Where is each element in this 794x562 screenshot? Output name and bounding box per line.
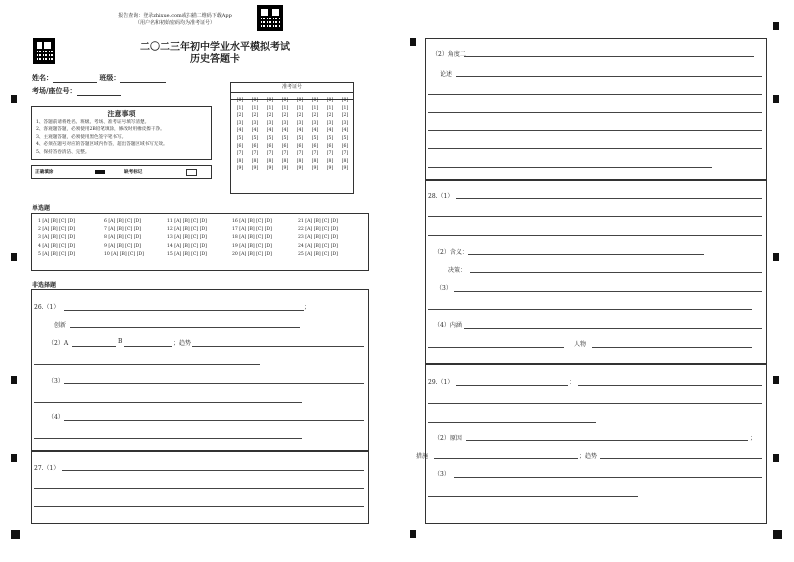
digit-bubble[interactable]: [1] — [326, 105, 334, 111]
exam-number-grid — [230, 82, 354, 194]
correct-fill-label: 正确填涂 — [35, 170, 54, 175]
digit-bubble[interactable]: [0] — [326, 98, 334, 103]
digit-bubble[interactable]: [7] — [281, 151, 289, 157]
timing-mark — [11, 95, 17, 103]
q26-part1: 26.（1） — [34, 304, 60, 311]
notice-box — [31, 106, 212, 160]
digit-bubble[interactable]: [6] — [296, 143, 304, 149]
digit-bubble[interactable]: [6] — [281, 143, 289, 149]
digit-bubble[interactable]: [9] — [266, 166, 274, 172]
answer-line[interactable] — [72, 346, 116, 347]
mc-row[interactable]: 9 [A] [B] [C] [D] — [104, 243, 141, 249]
q29-answer-box[interactable] — [416, 364, 767, 524]
exam-subtitle: 历史答题卡 — [190, 54, 240, 65]
digit-bubble[interactable]: [7] — [251, 151, 259, 157]
digit-bubble[interactable]: [4] — [296, 128, 304, 134]
mc-section-label: 单选题 — [32, 205, 51, 212]
notice-item: 3、主观题答题，必须使用黑色签字笔书写。 — [36, 134, 127, 140]
answer-line[interactable] — [62, 470, 364, 471]
digit-bubble[interactable]: [5] — [326, 135, 334, 141]
digit-bubble[interactable]: [5] — [236, 135, 244, 141]
timing-mark — [11, 454, 17, 462]
q28-answer-box[interactable] — [425, 180, 767, 364]
digit-bubble[interactable]: [6] — [236, 143, 244, 149]
digit-bubble[interactable]: [5] — [266, 135, 274, 141]
answer-line[interactable] — [428, 130, 762, 131]
digit-bubble[interactable]: [3] — [341, 120, 349, 126]
digit-bubble[interactable]: [7] — [296, 151, 304, 157]
answer-line[interactable] — [454, 477, 762, 478]
digit-bubble[interactable]: [7] — [311, 151, 319, 157]
exam-number-column[interactable] — [309, 97, 321, 173]
digit-bubble[interactable]: [5] — [251, 135, 259, 141]
mc-column[interactable] — [38, 218, 75, 259]
answer-line[interactable] — [34, 364, 260, 365]
q28-decision-label: 决策： — [448, 267, 467, 274]
notice-item: 1、答题前请将姓名、班级、考场、准考证号填写清楚。 — [36, 120, 150, 125]
digit-bubble[interactable]: [5] — [311, 135, 319, 141]
answer-line[interactable] — [470, 272, 762, 273]
digit-bubble[interactable]: [9] — [296, 166, 304, 172]
digit-bubble[interactable]: [8] — [326, 158, 334, 164]
digit-bubble[interactable]: [7] — [236, 151, 244, 157]
digit-bubble[interactable]: [5] — [281, 135, 289, 141]
digit-bubble[interactable]: [9] — [251, 166, 259, 172]
answer-line[interactable] — [464, 56, 754, 57]
timing-mark — [773, 22, 779, 30]
exam-number-label: 准考证号 — [231, 83, 353, 93]
digit-bubble[interactable]: [0] — [296, 98, 304, 103]
digit-bubble[interactable]: [3] — [251, 120, 259, 126]
mc-column[interactable] — [104, 218, 144, 259]
q28-person-label: 人物 — [574, 341, 587, 348]
notice-item: 2、客观题答题，必须使用2B铅笔填涂，修改时用橡皮擦干净。 — [36, 127, 165, 133]
digit-bubble[interactable]: [8] — [281, 158, 289, 164]
digit-bubble[interactable]: [2] — [281, 113, 289, 119]
q26-part4: （4） — [48, 414, 64, 421]
mc-row[interactable]: 14 [A] [B] [C] [D] — [167, 243, 207, 249]
digit-bubble[interactable]: [6] — [326, 143, 334, 149]
exam-number-column[interactable] — [234, 97, 246, 173]
mc-row[interactable]: 24 [A] [B] [C] [D] — [298, 243, 338, 249]
digit-bubble[interactable]: [3] — [236, 120, 244, 126]
answer-line[interactable] — [592, 347, 752, 348]
digit-bubble[interactable]: [0] — [251, 98, 259, 103]
q29-part3: （3） — [434, 471, 450, 478]
answer-line[interactable] — [454, 291, 762, 292]
digit-bubble[interactable]: [7] — [326, 151, 334, 157]
answer-line[interactable] — [468, 254, 704, 255]
q28-part1: 28.（1） — [428, 193, 454, 200]
notice-title: 注意事项 — [107, 109, 136, 118]
q29-measure-label: 措施 — [416, 453, 429, 460]
report-query-line: 报告查询：登录zhixue.com或扫描二维码下载App — [118, 13, 232, 19]
mc-row[interactable]: 15 [A] [B] [C] [D] — [167, 251, 207, 257]
q28-part4: （4）内涵 — [434, 322, 462, 329]
digit-bubble[interactable]: [2] — [296, 113, 304, 119]
mc-column[interactable] — [167, 218, 207, 259]
exam-number-column[interactable] — [339, 97, 351, 173]
mc-row[interactable]: 20 [A] [B] [C] [D] — [232, 251, 272, 257]
answer-line[interactable] — [34, 488, 364, 489]
digit-bubble[interactable]: [1] — [341, 105, 349, 111]
answer-line[interactable] — [600, 458, 762, 459]
mc-row[interactable]: 10 [A] [B] [C] [D] — [104, 251, 144, 257]
class-label: 班级： — [99, 73, 121, 82]
digit-bubble[interactable]: [8] — [251, 158, 259, 164]
q29-semicolon: ； — [750, 435, 757, 442]
q29-part1: 29.（1） — [428, 379, 454, 386]
digit-bubble[interactable]: [3] — [281, 120, 289, 126]
q29-colon: ： — [569, 379, 576, 386]
digit-bubble[interactable]: [4] — [341, 128, 349, 134]
digit-bubble[interactable]: [7] — [266, 151, 274, 157]
digit-bubble[interactable]: [2] — [236, 113, 244, 119]
mc-row[interactable]: 2 [A] [B] [C] [D] — [38, 227, 75, 233]
q28-part2: （2）含义： — [434, 249, 468, 256]
digit-bubble[interactable]: [6] — [311, 143, 319, 149]
digit-bubble[interactable]: [2] — [326, 113, 334, 119]
q26-part2b: B — [118, 338, 123, 345]
answer-line[interactable] — [456, 385, 568, 386]
q26-answer-box[interactable] — [31, 289, 369, 451]
mc-row[interactable]: 8 [A] [B] [C] [D] — [104, 235, 141, 241]
answer-line[interactable] — [70, 327, 300, 328]
exam-number-column[interactable] — [249, 97, 261, 173]
digit-bubble[interactable]: [9] — [236, 166, 244, 172]
digit-bubble[interactable]: [6] — [251, 143, 259, 149]
answer-line[interactable] — [428, 347, 564, 348]
answer-line[interactable] — [428, 94, 762, 95]
digit-bubble[interactable]: [9] — [281, 166, 289, 172]
mc-column[interactable] — [232, 218, 272, 259]
digit-bubble[interactable]: [8] — [311, 158, 319, 164]
digit-bubble[interactable]: [8] — [341, 158, 349, 164]
seat-field[interactable] — [32, 86, 121, 96]
digit-bubble[interactable]: [2] — [341, 113, 349, 119]
answer-line[interactable] — [34, 438, 302, 439]
answer-line[interactable] — [578, 385, 762, 386]
correct-fill-sample — [95, 170, 105, 174]
answer-line[interactable] — [34, 506, 364, 507]
mc-row[interactable]: 13 [A] [B] [C] [D] — [167, 235, 207, 241]
digit-bubble[interactable]: [9] — [326, 166, 334, 172]
mc-row[interactable]: 6 [A] [B] [C] [D] — [104, 219, 141, 224]
q27-answer-box[interactable] — [31, 451, 369, 524]
answer-line[interactable] — [428, 496, 638, 497]
answer-line[interactable] — [456, 76, 762, 77]
q26-part3: （3） — [48, 378, 64, 385]
q27-continued-box[interactable] — [425, 38, 767, 180]
digit-bubble[interactable]: [3] — [311, 120, 319, 126]
answer-line[interactable] — [466, 440, 748, 441]
digit-bubble[interactable]: [4] — [266, 128, 274, 134]
app-qr-code — [257, 5, 283, 31]
absent-mark-box[interactable] — [186, 169, 197, 176]
mc-row[interactable]: 23 [A] [B] [C] [D] — [298, 235, 338, 241]
fill-legend — [31, 165, 212, 179]
mc-row[interactable]: 1 [A] [B] [C] [D] — [38, 219, 75, 224]
digit-bubble[interactable]: [4] — [236, 128, 244, 134]
digit-bubble[interactable]: [3] — [326, 120, 334, 126]
digit-bubble[interactable]: [0] — [236, 98, 244, 103]
essay-section-label: 非选择题 — [32, 282, 57, 289]
digit-bubble[interactable]: [6] — [266, 143, 274, 149]
q29-part2: （2）原因 — [434, 435, 462, 442]
answer-line[interactable] — [34, 402, 302, 403]
timing-mark — [11, 253, 17, 261]
mc-row[interactable]: 5 [A] [B] [C] [D] — [38, 251, 75, 257]
exam-number-column[interactable] — [279, 97, 291, 173]
digit-bubble[interactable]: [4] — [326, 128, 334, 134]
answer-line[interactable] — [428, 422, 596, 423]
digit-bubble[interactable]: [7] — [341, 151, 349, 157]
digit-bubble[interactable]: [9] — [311, 166, 319, 172]
digit-bubble[interactable]: [5] — [341, 135, 349, 141]
digit-bubble[interactable]: [0] — [311, 98, 319, 103]
digit-bubble[interactable]: [8] — [236, 158, 244, 164]
digit-bubble[interactable]: [5] — [296, 135, 304, 141]
answer-line[interactable] — [464, 328, 762, 329]
mc-row[interactable]: 12 [A] [B] [C] [D] — [167, 227, 207, 233]
q26-part2a: （2）A — [48, 340, 69, 347]
answer-line[interactable] — [434, 458, 578, 459]
digit-bubble[interactable]: [1] — [281, 105, 289, 111]
q27-part1: 27.（1） — [34, 465, 60, 472]
digit-bubble[interactable]: [4] — [281, 128, 289, 134]
digit-bubble[interactable]: [2] — [311, 113, 319, 119]
exam-number-column[interactable] — [294, 97, 306, 173]
answer-line[interactable] — [428, 167, 712, 168]
mc-row[interactable]: 25 [A] [B] [C] [D] — [298, 251, 338, 257]
answer-line[interactable] — [428, 403, 762, 404]
q27-argue-label: 论述 — [440, 71, 453, 78]
exam-title: 二〇二三年初中学业水平模拟考试 — [140, 42, 290, 53]
mc-row[interactable]: 21 [A] [B] [C] [D] — [298, 219, 338, 224]
digit-bubble[interactable]: [1] — [251, 105, 259, 111]
digit-bubble[interactable]: [4] — [251, 128, 259, 134]
seat-label: 考场/座位号： — [32, 86, 77, 95]
corner-mark — [11, 530, 20, 539]
q27-part2: （2）角度二 — [432, 51, 466, 58]
name-label: 姓名： — [32, 73, 53, 82]
answer-line[interactable] — [64, 420, 364, 421]
digit-bubble[interactable]: [0] — [281, 98, 289, 103]
q28-part3: （3） — [436, 285, 452, 292]
answer-line[interactable] — [124, 346, 172, 347]
digit-bubble[interactable]: [9] — [341, 166, 349, 172]
mc-answer-box — [31, 213, 369, 271]
q26-trend-label: ；趋势 — [173, 340, 192, 347]
timing-mark — [773, 376, 779, 384]
digit-bubble[interactable]: [0] — [266, 98, 274, 103]
corner-mark — [773, 530, 782, 539]
answer-line[interactable] — [428, 148, 762, 149]
mc-column[interactable] — [298, 218, 338, 259]
digit-bubble[interactable]: [6] — [341, 143, 349, 149]
notice-item: 4、必须在题号对应的答题区域内作答，超出答题区域书写无效。 — [36, 142, 168, 148]
answer-line[interactable] — [428, 216, 762, 217]
digit-bubble[interactable]: [1] — [296, 105, 304, 111]
mc-row[interactable]: 3 [A] [B] [C] [D] — [38, 235, 75, 241]
exam-number-column[interactable] — [264, 97, 276, 173]
digit-bubble[interactable]: [3] — [266, 120, 274, 126]
mc-row[interactable]: 22 [A] [B] [C] [D] — [298, 227, 338, 233]
timing-mark — [773, 454, 779, 462]
digit-bubble[interactable]: [2] — [266, 113, 274, 119]
digit-bubble[interactable]: [1] — [266, 105, 274, 111]
digit-bubble[interactable]: [0] — [341, 98, 349, 103]
answer-line[interactable] — [428, 112, 762, 113]
timing-mark — [11, 376, 17, 384]
report-credential-line: （用户名和初始密码均为准考证号） — [134, 20, 215, 26]
mc-row[interactable]: 4 [A] [B] [C] [D] — [38, 243, 75, 249]
mc-row[interactable]: 19 [A] [B] [C] [D] — [232, 243, 272, 249]
digit-bubble[interactable]: [4] — [311, 128, 319, 134]
mc-row[interactable]: 16 [A] [B] [C] [D] — [232, 219, 272, 224]
q29-trend-label: ；趋势 — [579, 453, 598, 460]
notice-item: 5、保持答卷清洁、完整。 — [36, 149, 90, 155]
answer-line[interactable] — [456, 198, 762, 199]
timing-mark — [410, 530, 416, 538]
name-field[interactable] — [32, 73, 166, 83]
digit-bubble[interactable]: [8] — [266, 158, 274, 164]
mc-row[interactable]: 17 [A] [B] [C] [D] — [232, 227, 272, 233]
exam-number-column[interactable] — [324, 97, 336, 173]
digit-bubble[interactable]: [8] — [296, 158, 304, 164]
q26-innovation-label: 创新 — [54, 322, 67, 329]
mc-row[interactable]: 7 [A] [B] [C] [D] — [104, 227, 141, 233]
timing-mark — [773, 253, 779, 261]
digit-bubble[interactable]: [1] — [236, 105, 244, 111]
digit-bubble[interactable]: [1] — [311, 105, 319, 111]
answer-line[interactable] — [64, 383, 364, 384]
answer-line[interactable] — [64, 310, 304, 311]
digit-bubble[interactable]: [3] — [296, 120, 304, 126]
answer-line[interactable] — [192, 346, 364, 347]
answer-line[interactable] — [428, 309, 752, 310]
timing-mark — [773, 95, 779, 103]
mc-row[interactable]: 11 [A] [B] [C] [D] — [167, 219, 207, 224]
digit-bubble[interactable]: [2] — [251, 113, 259, 119]
answer-line[interactable] — [428, 235, 762, 236]
q26-semicolon: ； — [304, 304, 311, 311]
mc-row[interactable]: 18 [A] [B] [C] [D] — [232, 235, 272, 241]
absent-mark-label: 缺考标记 — [124, 170, 143, 175]
